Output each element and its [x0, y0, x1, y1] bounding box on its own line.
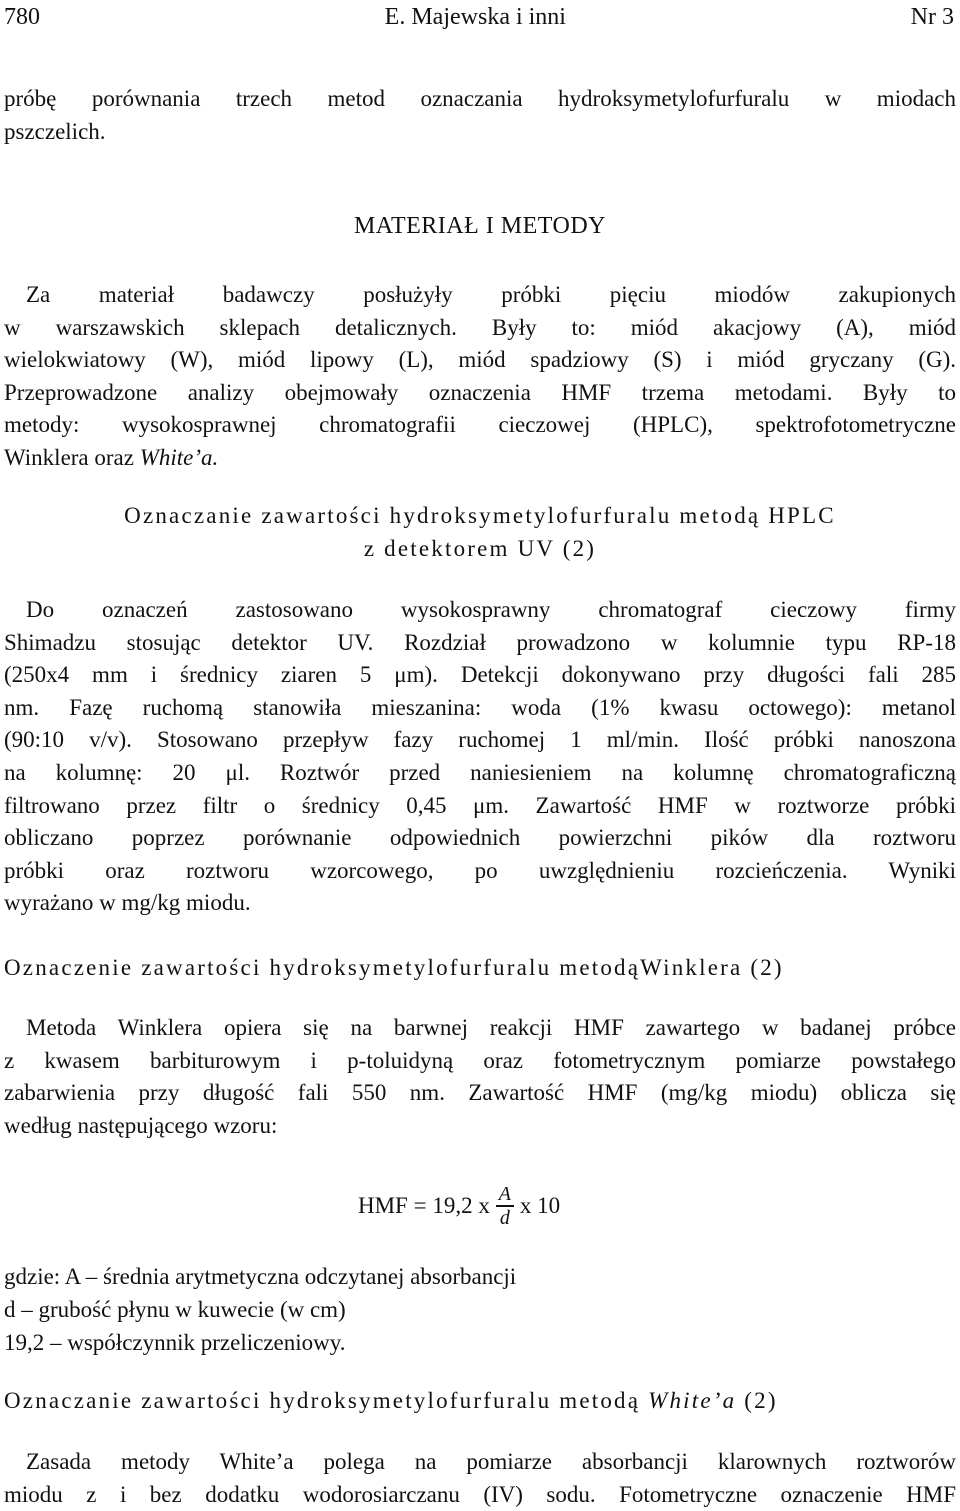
heading-fragment: Oznaczanie zawartości hydroksymetylofurfuralu metodą — [4, 1388, 649, 1413]
text-line: próbę porównania trzech metod oznaczania hydroksymetylofurfuralu w miodach — [4, 86, 956, 111]
text-line: Za materiał badawczy posłużyły próbki pięciu miodów zakupionych — [26, 282, 956, 307]
hplc-heading-line2: z detektorem UV (2) — [363, 536, 597, 561]
running-header — [4, 2, 954, 32]
hmf-formula — [358, 1176, 560, 1236]
text-line: próbki oraz roztworu wzorcowego, po uwzględnieniu rozcieńczenia. Wyniki — [4, 857, 956, 883]
italic-method-name: White’a — [648, 1388, 737, 1413]
white-heading — [4, 1388, 778, 1414]
text-line: (90:10 v/v). Stosowano przepływ fazy ruchomej 1 ml/min. Ilość próbki nanoszona — [4, 727, 956, 753]
text-line: z kwasem barbiturowym i p-toluidyną oraz fotometrycznym pomiarze powstałego — [4, 1047, 956, 1073]
text-line: metody: wysokosprawnej chromatografii cieczowej (HPLC), spektrofotometryczne — [4, 412, 956, 438]
formula-rhs: x 10 — [519, 1193, 561, 1218]
text-line: Przeprowadzone analizy obejmowały oznaczenia HMF trzema metodami. Były to — [4, 379, 956, 405]
formula-denominator: d — [499, 1206, 510, 1229]
text-line: Do oznaczeń zastosowano wysokosprawny chromatograf cieczowy firmy — [26, 597, 956, 622]
text-line: Zasada metody White’a polega na pomiarze absorbancji klarownych roztworów — [26, 1449, 956, 1474]
hplc-paragraph — [4, 594, 956, 920]
text-line: Metoda Winklera opiera się na barwnej reakcji HMF zawartego w badanej próbce — [26, 1015, 956, 1040]
materials-paragraph — [4, 279, 956, 475]
intro-paragraph — [4, 83, 956, 148]
white-paragraph — [4, 1446, 956, 1511]
formula-legend-line: d – grubość płynu w kuwecie (w cm) — [4, 1297, 346, 1322]
text-line: wyrażano w mg/kg miodu. — [4, 890, 251, 916]
italic-method-name: White’a. — [139, 444, 219, 470]
page-number: 780 — [4, 3, 40, 30]
heading-fragment: (2) — [736, 1388, 778, 1413]
formula-numerator: A — [498, 1183, 511, 1206]
text-line: miodu z i bez dodatku wodorosiarczanu (IV) sodu. Fotometryczne oznaczenie HMF — [4, 1481, 956, 1507]
formula-legend-line: 19,2 – współczynnik przeliczeniowy. — [4, 1330, 346, 1355]
winkler-heading: Oznaczenie zawartości hydroksymetylofurfuralu metodąWinklera (2) — [4, 955, 784, 980]
text-line — [4, 442, 956, 475]
text-fragment: Winklera oraz — [4, 444, 140, 470]
text-line: zabarwienia przy długość fali 550 nm. Zawartość HMF (mg/kg miodu) oblicza się — [4, 1080, 956, 1106]
text-line: według następującego wzoru: — [4, 1112, 278, 1138]
formula-legend-line: gdzie: A – średnia arytmetyczna odczytanej absorbancji — [4, 1264, 517, 1289]
formula-lhs: HMF = 19,2 x — [358, 1193, 490, 1218]
section-title: MATERIAŁ I METODY — [353, 213, 607, 239]
formula-fraction — [496, 1183, 514, 1229]
hplc-heading-line1: Oznaczanie zawartości hydroksymetylofurfuralu metodą HPLC — [124, 503, 836, 528]
text-line: Shimadzu stosując detektor UV. Rozdział prowadzono w kolumnie typu RP-18 — [4, 629, 956, 655]
text-line: wielokwiatowy (W), miód lipowy (L), miód spadziowy (S) i miód gryczany (G). — [4, 347, 956, 373]
text-line: obliczano poprzez porównanie odpowiednich powierzchni pików dla roztworu — [4, 825, 956, 851]
text-line: na kolumnę: 20 μl. Roztwór przed naniesieniem na kolumnę chromatograficzną — [4, 759, 956, 785]
text-line: nm. Fazę ruchomą stanowiła mieszanina: woda (1% kwasu octowego): metanol — [4, 694, 956, 720]
running-header-authors: E. Majewska i inni — [384, 3, 566, 30]
text-line: (250x4 mm i średnicy ziaren 5 μm). Detekcji dokonywano przy długości fali 285 — [4, 662, 956, 688]
running-header-issue: Nr 3 — [910, 3, 954, 30]
text-line: w warszawskich sklepach detalicznych. Były to: miód akacjowy (A), miód — [4, 314, 956, 340]
text-line: filtrowano przez filtr o średnicy 0,45 μm. Zawartość HMF w roztworze próbki — [4, 792, 956, 818]
winkler-paragraph — [4, 1012, 956, 1142]
text-line: pszczelich. — [4, 118, 106, 144]
